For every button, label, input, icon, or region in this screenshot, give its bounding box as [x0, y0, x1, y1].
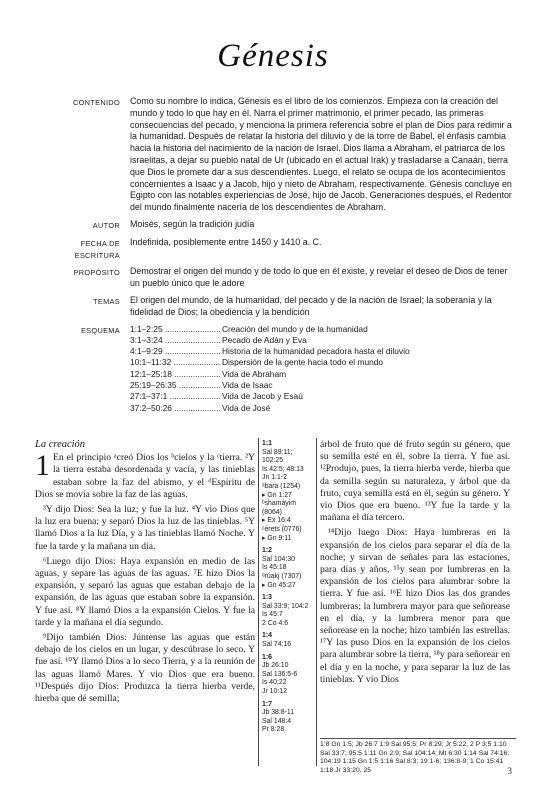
reference-line: Jb 38:8-11: [262, 709, 295, 717]
intro-temas-row: [52, 295, 514, 319]
outline-range: 25:19–26:35 .....: [130, 380, 220, 391]
reference-group: [262, 632, 314, 649]
reference-line: Pr 8:28: [262, 726, 285, 734]
verse-paragraph: ¹⁴Dijo luego Dios: Haya lumbreras en la expansión de los cielos para separar el día de la noche; y sirvan de señales para las estaciones, para días y años, ¹⁵y sean por lumbreras en la expansión de los cielos para alumbrar sobre la tierra. Y fue así. ¹⁶E hizo Dios las dos grandes lumbreras; la lumbrera mayor para que señorease en el día, y la lumbrera menor para que señorease en la noche; hizo también las estrellas. ¹⁷Y las puso Dios en la expansión de los cielos para alumbrar sobre la tierra, ¹⁸y para señorear en el día y en la noche, y para separar la luz de las tinieblas. Y vio Dios: [320, 527, 510, 685]
center-reference-column: [262, 440, 314, 739]
outline-item: [130, 357, 514, 368]
outline-item: [130, 369, 514, 380]
reference-line: ▸ Gn 1:27: [262, 491, 292, 499]
outline-title: Creación del mundo y de la humanidad: [222, 323, 368, 334]
outline-range: 37:2–50:26 .....: [130, 403, 220, 414]
outline-item: [130, 391, 514, 402]
reference-line: 2 Co 4:6: [262, 619, 289, 627]
cross-references-footer: 1:8 Gn 1:5; Jb 26:7 1:9 Sal 95:5; Pr 8:29; Jr 5:22; 2 P 3:5 1:10 Sal 33:7; 95:5 1:11 Gn 2:9; Sal 104:14; Mt 6:30 1:14 Sal 74:16; 104:19 1:15 Gn 1:5 1:16 Sal 8:3; 19:1-6; 136:8-9; 1 Co 15:41 1:18 Jr 33:20, 25: [320, 738, 516, 775]
chapter-number: 1: [35, 449, 50, 483]
reference-key: 1:7: [262, 700, 272, 708]
reference-group: [262, 654, 314, 697]
book-title: Génesis: [217, 38, 329, 74]
autor-label: AUTOR: [92, 220, 120, 230]
reference-key: 1:3: [262, 594, 272, 602]
outline-item: [130, 335, 514, 346]
reference-group: [262, 701, 314, 735]
outline-range: 3:1–3:24 .....: [130, 335, 220, 346]
outline-item: [130, 346, 514, 357]
reference-line: ᵇshamáyim: [262, 500, 296, 508]
intro-proposito-row: [52, 266, 514, 290]
reference-key: 1:1: [262, 440, 272, 447]
outline-range: 12:1–25:18 .....: [130, 369, 220, 380]
autor-text: Moisés, según la tradición judía: [130, 218, 255, 229]
fecha-label: FECHA DE ESCRITURA: [74, 238, 120, 260]
outline-title: Pecado de Adán y Eva: [222, 334, 307, 345]
esquema-label: ESQUEMA: [80, 325, 120, 335]
reference-line: ▸ Ex 16:4: [262, 517, 291, 525]
outline-title: Vida de José: [222, 402, 271, 413]
section-title: La creación: [35, 439, 86, 450]
outline-range: 4:1–9:29 .....: [130, 346, 220, 357]
reference-line: Sal 136:5-6: [262, 670, 298, 678]
reference-line: Is 42:5; 48:13: [262, 465, 304, 473]
reference-line: Sal 89:11;: [262, 448, 293, 456]
verse-paragraph: árbol de fruto que dé fruto según su género, que su semilla esté en él, sobre la tierra. Y fue así. ¹²Produjo, pues, la tierra hierba verde, hierba que da semilla según su naturaleza, y árbol que da fruto, cuya semilla está en él, según su género. Y vio Dios que era bueno. ¹³Y fue la tarde y la mañana el día tercero.: [320, 439, 510, 524]
reference-line: Is 40:22: [262, 679, 287, 687]
contenido-text: Como su nombre lo indica, Génesis es el libro de los comienzos. Empieza con la creación del mundo y todo lo que hay en él. Narra el primer matrimonio, el primer pecado, las primeras consecuencias del pecado, y menciona la primera referencia sobre el plan de Dios para redimir a la humanidad. Después de relatar la historia del diluvio y de la torre de Babel, el énfasis cambia hacia la historia del nacimiento de la nación de Israel. Dios llama a Abraham, el patriarca de los israelitas, a dejar su pueblo natal de Ur (ubicado en el actual Irak) y trasladarse a Canaán, tierra que Dios le promete dar a sus descendientes. Luego, el relato se ocupa de los acontecimientos concernientes a Isaac y a Jacob, hijo y nieto de Abraham, respectivamente. Génesis concluye en Egipto con las notables experiencias de José, hijo de Jacob. Generaciones después, el Redentor del mundo finalmente nacería de los descendientes de Abraham.: [130, 96, 512, 213]
reference-key: 1:4: [262, 632, 272, 640]
verse-paragraph: ³Y dijo Dios: Sea la luz; y fue la luz. ⁴Y vio Dios que la luz era buena; y separó Dios la luz de las tinieblas. ⁵Y llamó Dios a la luz Día, y a las tinieblas llamó Noche. Y fue la tarde y la mañana un día.: [35, 504, 255, 552]
outline-item: [130, 380, 514, 391]
outline-list: [130, 324, 514, 414]
reference-line: Is 45:7: [262, 611, 283, 619]
proposito-text: Demostrar el origen del mundo y de todo lo que en él existe, y revelar el deseo de Dios de tener un pueblo único que le adore: [130, 266, 508, 289]
outline-title: Vida de Isaac: [222, 380, 273, 391]
reference-line: Sal 148:4: [262, 717, 292, 725]
outline-title: Dispersión de la gente hacia todo el mundo: [222, 357, 384, 368]
fecha-text: Indefinida, posiblemente entre 1450 y 1410 a. C.: [130, 236, 322, 247]
scripture-column-left: [35, 439, 255, 708]
verse-paragraph: ⁹Dijo también Dios: Júntense las aguas que están debajo de los cielos en un lugar, y descúbrase lo seco. Y fue así. ¹⁰Y llamó Dios a lo seco Tierra, y a la reunión de las aguas llamó Mares. Y vio Dios que era bueno. ¹¹Después dijo Dios: Produzca la tierra hierba verde, hierba que dé semilla;: [35, 632, 255, 705]
column-divider: [316, 438, 317, 766]
reference-line: Jb 26:10: [262, 662, 289, 670]
reference-line: Is 45:18: [262, 564, 287, 572]
intro-fecha-row: [52, 237, 514, 262]
reference-line: ᵈrúakj (7307): [262, 572, 302, 580]
reference-line: Sal 74:16: [262, 641, 292, 649]
outline-range: 1:1–2:25 .....: [130, 324, 220, 335]
outline-range: 10:1–11:32 .....: [130, 357, 220, 368]
reference-line: ▸ Gn 45:27: [262, 581, 296, 589]
reference-line: ᶜérets (0776): [262, 525, 302, 533]
temas-text: El origen del mundo, de la humanidad, del pecado y de la nación de Israel; la soberanía y la fidelidad de Dios; la obediencia y la bendición: [130, 294, 492, 317]
reference-line: 102:25: [262, 457, 284, 465]
outline-title: Vida de Abraham: [222, 368, 287, 379]
outline-item: [130, 403, 514, 414]
reference-key: 1:6: [262, 653, 272, 661]
reference-group: [262, 440, 314, 543]
book-introduction: [52, 96, 514, 419]
verse-paragraph: ⁶Luego dijo Dios: Haya expansión en medio de las aguas, y separe las aguas de las aguas. ⁷E hizo Dios la expansión, y separó las aguas que estaban debajo de la expansión, de las aguas que estaban sobre la expansión. Y fue así. ⁸Y llamó Dios a la expansión Cielos. Y fue la tarde y la mañana el día segundo.: [35, 555, 255, 628]
reference-line: (8064): [262, 508, 282, 516]
proposito-label: PROPÓSITO: [73, 268, 120, 278]
verse-paragraph: [35, 449, 255, 501]
reference-group: [262, 594, 314, 628]
page-number: 3: [507, 766, 512, 776]
reference-line: ᵃbara (1254): [262, 482, 301, 490]
reference-line: ▸ Gn 9:11: [262, 534, 292, 542]
intro-esquema-row: [52, 324, 514, 414]
outline-item: [130, 324, 514, 335]
reference-line: Jr 10:12: [262, 688, 287, 696]
intro-contenido-row: [52, 96, 514, 214]
reference-group: [262, 547, 314, 590]
intro-autor-row: [52, 219, 514, 232]
reference-line: Jn 1:1-2: [262, 474, 287, 482]
outline-title: Historia de la humanidad pecadora hasta el diluvio: [222, 346, 410, 357]
outline-range: 27:1–37:1 .....: [130, 391, 220, 402]
temas-label: TEMAS: [93, 296, 120, 306]
reference-key: 1:2: [262, 547, 272, 555]
verse-text: En el principio ᵃcreó Dios los ᵇcielos y la ᶜtierra. ²Y la tierra estaba desordenada y vacía, y las tinieblas estaban sobre la faz del abismo, y el ᵈEspíritu de Dios se movía sobre la faz de las aguas.: [35, 452, 255, 500]
reference-line: Sal 104:30: [262, 555, 295, 563]
contenido-label: CONTENIDO: [72, 98, 120, 107]
column-divider: [258, 438, 259, 766]
scripture-column-right: [320, 439, 510, 689]
reference-line: Sal 33:9; 104:2: [262, 602, 309, 610]
outline-title: Vida de Jacob y Esaú: [222, 391, 303, 402]
